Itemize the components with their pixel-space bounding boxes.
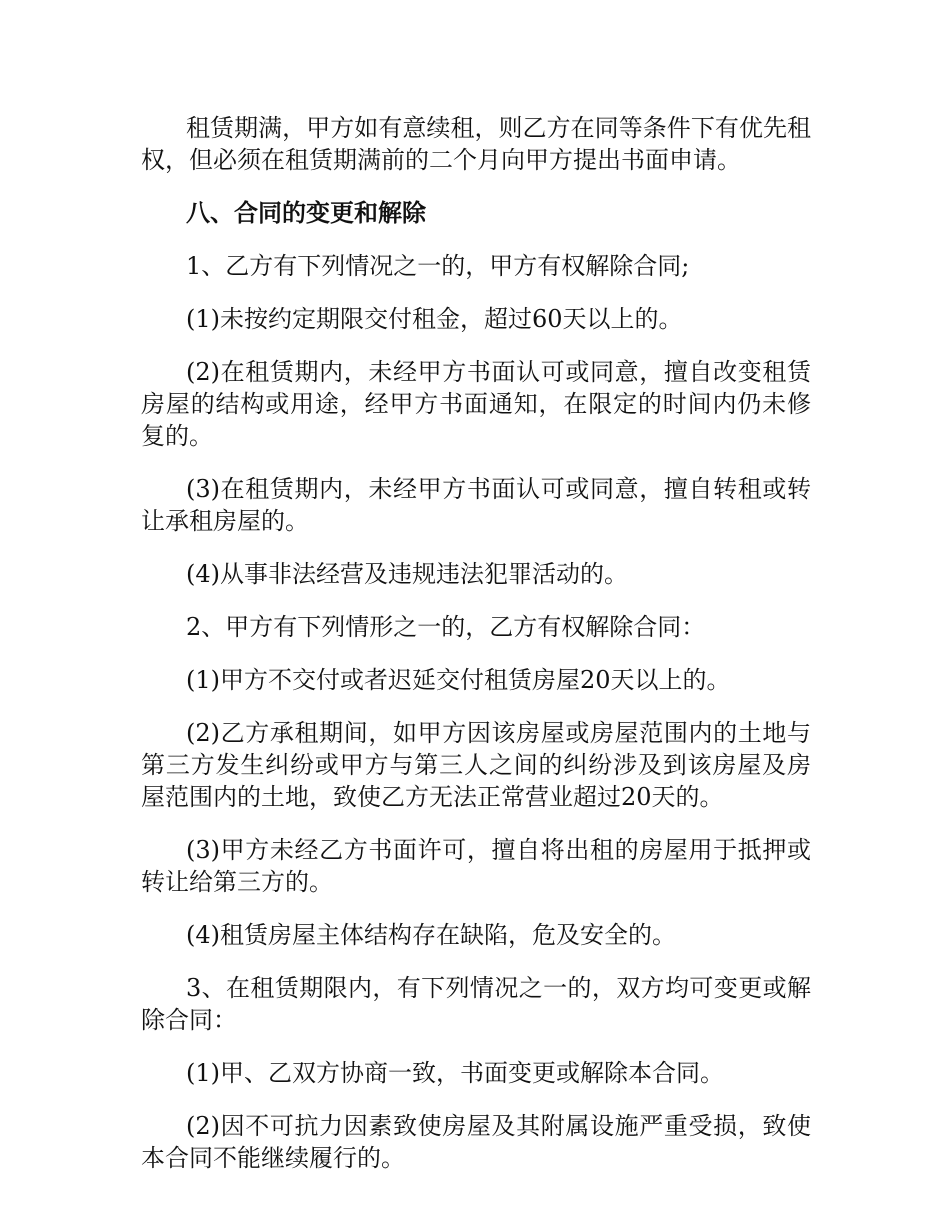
clause-1-intro: 1、乙方有下列情况之一的，甲方有权解除合同; [186,252,690,280]
clause-2-intro: 2、甲方有下列情形之一的，乙方有权解除合同： [186,613,706,641]
clause-2-item-1: (1)甲方不交付或者迟延交付租赁房屋20天以上的。 [186,666,731,694]
clause-1-item-4: (4)从事非法经营及违规违法犯罪活动的。 [186,560,628,588]
clause-2-item-3: (3)甲方未经乙方书面许可，擅自将出租的房屋用于抵押或转让给第三方的。 [141,836,811,896]
clause-3-item-1: (1)甲、乙双方协商一致，书面变更或解除本合同。 [186,1059,724,1087]
section-heading: 八、合同的变更和解除 [186,198,426,227]
clause-1-item-3: (3)在租赁期内，未经甲方书面认可或同意，擅自转租或转让承租房屋的。 [141,475,811,535]
clause-1-item-2: (2)在租赁期内，未经甲方书面认可或同意，擅自改变租赁房屋的结构或用途，经甲方书面通知，在限定的时间内仍未修复的。 [141,358,811,450]
clause-3-intro: 3、在租赁期限内，有下列情况之一的，双方均可变更或解除合同： [141,974,811,1034]
paragraph-renewal: 租赁期满，甲方如有意续租，则乙方在同等条件下有优先租权，但必须在租赁期满前的二个月向甲方提出书面申请。 [141,114,811,174]
clause-1-item-1: (1)未按约定期限交付租金，超过60天以上的。 [186,305,683,333]
clause-2-item-4: (4)租赁房屋主体结构存在缺陷，危及安全的。 [186,921,676,949]
clause-2-item-2: (2)乙方承租期间，如甲方因该房屋或房屋范围内的土地与第三方发生纠纷或甲方与第三人之间的纠纷涉及到该房屋及房屋范围内的土地，致使乙方无法正常营业超过20天的。 [141,719,811,811]
document-page [141,112,811,1195]
clause-3-item-2: (2)因不可抗力因素致使房屋及其附属设施严重受损，致使本合同不能继续履行的。 [141,1112,811,1172]
